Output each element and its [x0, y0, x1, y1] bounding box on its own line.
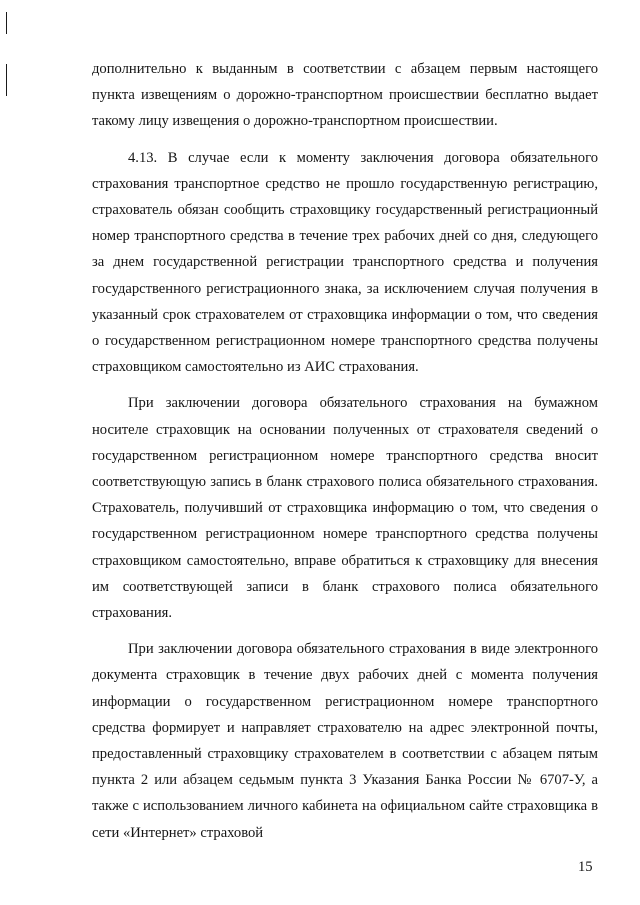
paragraph-paper-policy: При заключении договора обязательного страхования на бумажном носителе страховщик на основании полученных от страхователя сведений о государственном регистрационном номере транспортного средства вносит соответствующую запись в бланк страхового полиса обязательного страхования. Страхователь, получивший от страховщика информацию о том, что сведения о государственном регистрационном номере транспортного средства получены страховщиком самостоятельно, вправе обратиться к страховщику для внесения им соответствующей записи в бланк страхового полиса обязательного страхования.	[92, 395, 598, 622]
paragraph-continuation: дополнительно к выданным в соответствии с абзацем первым настоящего пункта извещениям о дорожно-транспортном происшествии бесплатно выдает такому лицу извещения о дорожно-транспортном происшествии.	[92, 61, 598, 130]
page-number: 15	[578, 859, 593, 875]
margin-mark-left	[6, 64, 7, 96]
margin-mark-top	[6, 12, 7, 34]
paragraph-4-13: 4.13. В случае если к моменту заключения договора обязательного страхования транспортное средство не прошло государственную регистрацию, страхователь обязан сообщить страховщику государственный регистрационный номер транспортного средства в течение трех рабочих дней со дня, следующего за днем государственной регистрации транспортного средства и получения государственного регистрационного знака, за исключением случая получения в указанный срок страхователем от страховщика информации о том, что сведения о государственном регистрационном номере транспортного средства получены страховщиком самостоятельно из АИС страхования.	[92, 149, 598, 376]
paragraph-electronic-policy: При заключении договора обязательного страхования в виде электронного документа страховщик в течение двух рабочих дней с момента получения информации о государственном регистрационном номере транспортного средства формирует и направляет страхователю на адрес электронной почты, предоставленный страховщику страхователем в соответствии с абзацем пятым пункта 2 или абзацем седьмым пункта 3 Указания Банка России № 6707-У, а также с использованием личного кабинета на официальном сайте страховщика в сети «Интернет» страховой	[92, 641, 598, 841]
document-page	[92, 56, 598, 846]
